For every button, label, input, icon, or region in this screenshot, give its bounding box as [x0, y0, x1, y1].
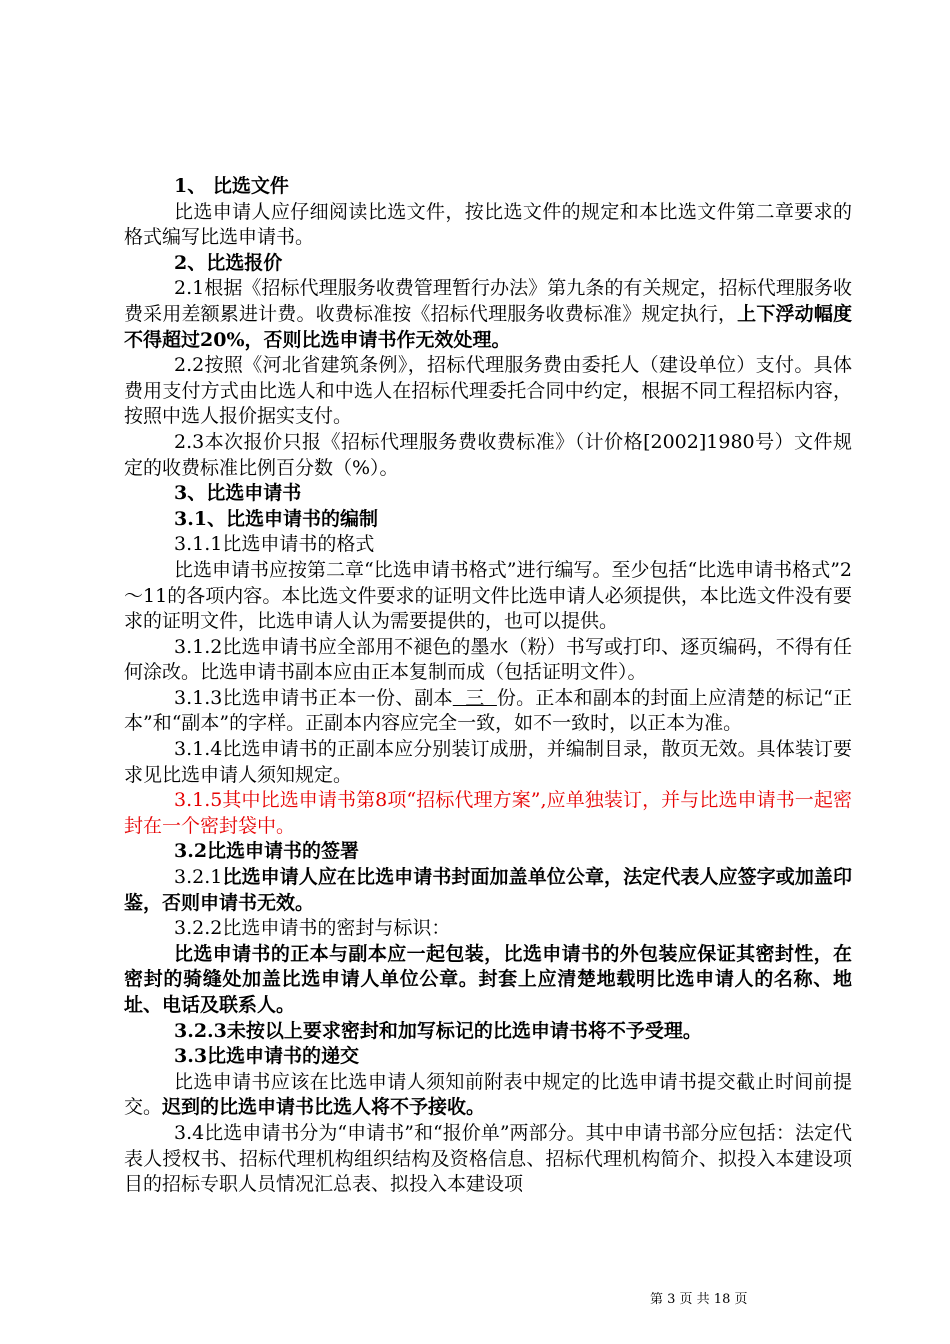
section-3-2-2-heading: 3.2.2比选申请书的密封与标识：: [174, 917, 451, 940]
section-3-3-bold: 迟到的比选申请书比选人将不予接收。: [162, 1096, 486, 1119]
section-2-1-text: 2.1根据《招标代理服务收费管理暂行办法》第九条的有关规定，招标代理服务收费采用差额累进计费。收费标准按《招标代理服务收费标准》规定执行，: [124, 277, 852, 325]
section-3-2-1-num: 3.2.1: [174, 866, 223, 889]
section-3-1-5-paragraph: 3.1.5其中比选申请书第8项“招标代理方案”,应单独装订，并与比选申请书一起密封在一个密封袋中。: [124, 789, 852, 837]
section-1-heading: 1、 比选文件: [174, 175, 289, 197]
section-3-3-heading: 3.3比选申请书的递交: [174, 1045, 360, 1068]
section-3-1-3-text-b: 份。正本和副本的封面上应清楚的标记“正本”和“副本”的字样。正副本内容应完全一致，如不一致时，以正本为准。: [124, 686, 852, 735]
section-3-heading: 3、比选申请书: [174, 482, 302, 505]
section-3-3-text: 比选申请书应该在比选申请人须知前附表中规定的比选申请书提交截止时间前提交。: [124, 1070, 852, 1119]
section-2-1-paragraph: [124, 276, 852, 353]
section-3-4-paragraph: 3.4比选申请书分为“申请书”和“报价单”两部分。其中申请书部分应包括：法定代表人授权书、招标代理机构组织结构及资格信息、招标代理机构简介、拟投入本建设项目的招标专职人员情况汇总表、拟投入本建设项: [124, 1121, 852, 1196]
section-3-1-1-heading: 3.1.1比选申请书的格式: [174, 533, 375, 556]
section-3-2-1-bold: 比选申请人应在比选申请书封面加盖单位公章，法定代表人应签字或加盖印鉴，否则申请书无效。: [124, 866, 852, 914]
section-3-1-heading: 3.1、比选申请书的编制: [174, 507, 379, 530]
section-3-1-3-text-a: 3.1.3比选申请书正本一份、副本: [174, 686, 453, 709]
section-3-1-4-paragraph: 3.1.4比选申请书的正副本应分别装订成册，并编制目录，散页无效。具体装订要求见比选申请人须知规定。: [124, 738, 852, 786]
section-3-2-2-paragraph: 比选申请书的正本与副本应一起包装，比选申请书的外包装应保证其密封性，在密封的骑缝处加盖比选申请人单位公章。封套上应清楚地载明比选申请人的名称、地址、电话及联系人。: [124, 942, 852, 1016]
section-3-1-1-paragraph: 比选申请书应按第二章“比选申请书格式”进行编写。至少包括“比选申请书格式”2～11的各项内容。本比选文件要求的证明文件比选申请人必须提供，本比选文件没有要求的证明文件，比选申请人认为需要提供的，也可以提供。: [124, 558, 852, 633]
section-3-1-3-paragraph: [124, 686, 852, 737]
page-number: 第 3 页 共 18 页: [650, 1292, 748, 1307]
section-3-2-1-paragraph: [124, 865, 852, 916]
section-3-2-heading: 3.2比选申请书的签署: [174, 840, 360, 863]
section-3-3-paragraph: [124, 1070, 852, 1121]
section-3-1-2-paragraph: 3.1.2比选申请书应全部用不褪色的墨水（粉）书写或打印、逐页编码，不得有任何涂改。比选申请书副本应由正本复制而成（包括证明文件）。: [124, 635, 852, 684]
document-body: [124, 174, 852, 1198]
section-3-2-3-paragraph: 3.2.3未按以上要求密封和加写标记的比选申请书将不予受理。: [174, 1019, 702, 1042]
section-2-3-paragraph: 2.3本次报价只报《招标代理服务费收费标准》（计价格[2002]1980号）文件规定的收费标准比例百分数（%）。: [124, 430, 852, 479]
section-2-1-bold: 上下浮动幅度不得超过20%，否则比选申请书作无效处理。: [124, 302, 852, 351]
section-1-paragraph: 比选申请人应仔细阅读比选文件，按比选文件的规定和本比选文件第二章要求的格式编写比选申请书。: [124, 200, 852, 249]
section-2-2-paragraph: 2.2按照《河北省建筑条例》，招标代理服务费由委托人（建设单位）支付。具体费用支付方式由比选人和中选人在招标代理委托合同中约定，根据不同工程招标内容，按照中选人报价据实支付。: [124, 354, 852, 428]
section-2-heading: 2、比选报价: [174, 251, 283, 274]
copies-count: 三: [452, 686, 497, 709]
